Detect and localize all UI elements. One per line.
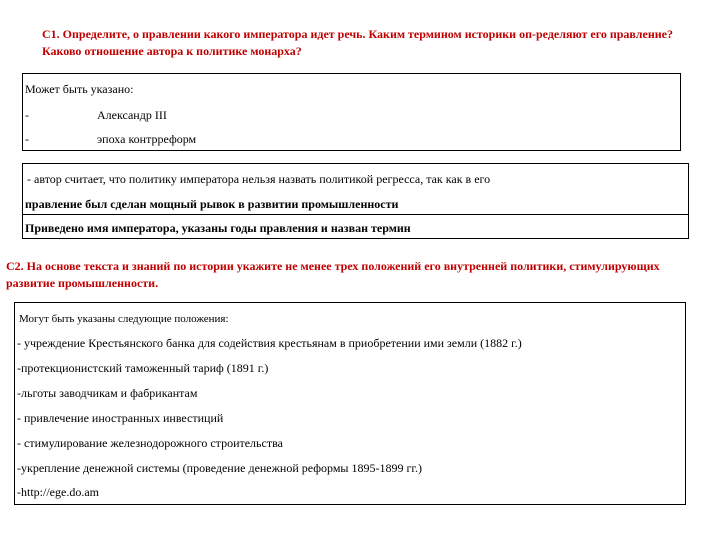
list-item-link[interactable]: -http://ege.do.am — [17, 485, 99, 499]
answer-heading: Могут быть указаны следующие положения: — [19, 313, 229, 325]
question-c1: С1. Определите, о правлении какого императора идет речь. Каким термином историки оп-ределяют его правление? Каково отношение автора к политике монарха? — [42, 27, 673, 58]
list-item-emperor: Александр III — [97, 108, 167, 122]
list-item-dash: - — [25, 108, 29, 122]
answer-box-c1-names — [22, 73, 681, 151]
box-divider — [23, 214, 688, 215]
list-item: -льготы заводчикам и фабрикантам — [17, 386, 198, 400]
list-item: - привлечение иностранных инвестиций — [17, 411, 224, 425]
answer-box-c2 — [14, 302, 686, 505]
answer-heading: Может быть указано: — [25, 82, 134, 96]
list-item: - стимулирование железнодорожного строительства — [17, 436, 283, 450]
opinion-line: правление был сделан мощный рывок в развитии промышленности — [25, 197, 399, 211]
list-item: -протекционистский таможенный тариф (1891 г.) — [17, 361, 269, 375]
list-item-dash: - — [25, 132, 29, 146]
list-item: - учреждение Крестьянского банка для содействия крестьянам в приобретении ими земли (1882 г.) — [17, 336, 522, 350]
list-item-term: эпоха контрреформ — [97, 132, 197, 146]
question-c2: С2. На основе текста и знаний по истории укажите не менее трех положений его внутренней политики, стимулирующих развитие промышленности. — [6, 259, 660, 290]
answer-box-c1-opinion — [22, 163, 689, 239]
opinion-line: - автор считает, что политику императора нельзя назвать политикой регресса, так как в его — [27, 172, 491, 186]
list-item: -укрепление денежной системы (проведение денежной реформы 1895-1899 гг.) — [17, 461, 422, 475]
grading-criterion: Приведено имя императора, указаны годы правления и назван термин — [25, 221, 411, 235]
